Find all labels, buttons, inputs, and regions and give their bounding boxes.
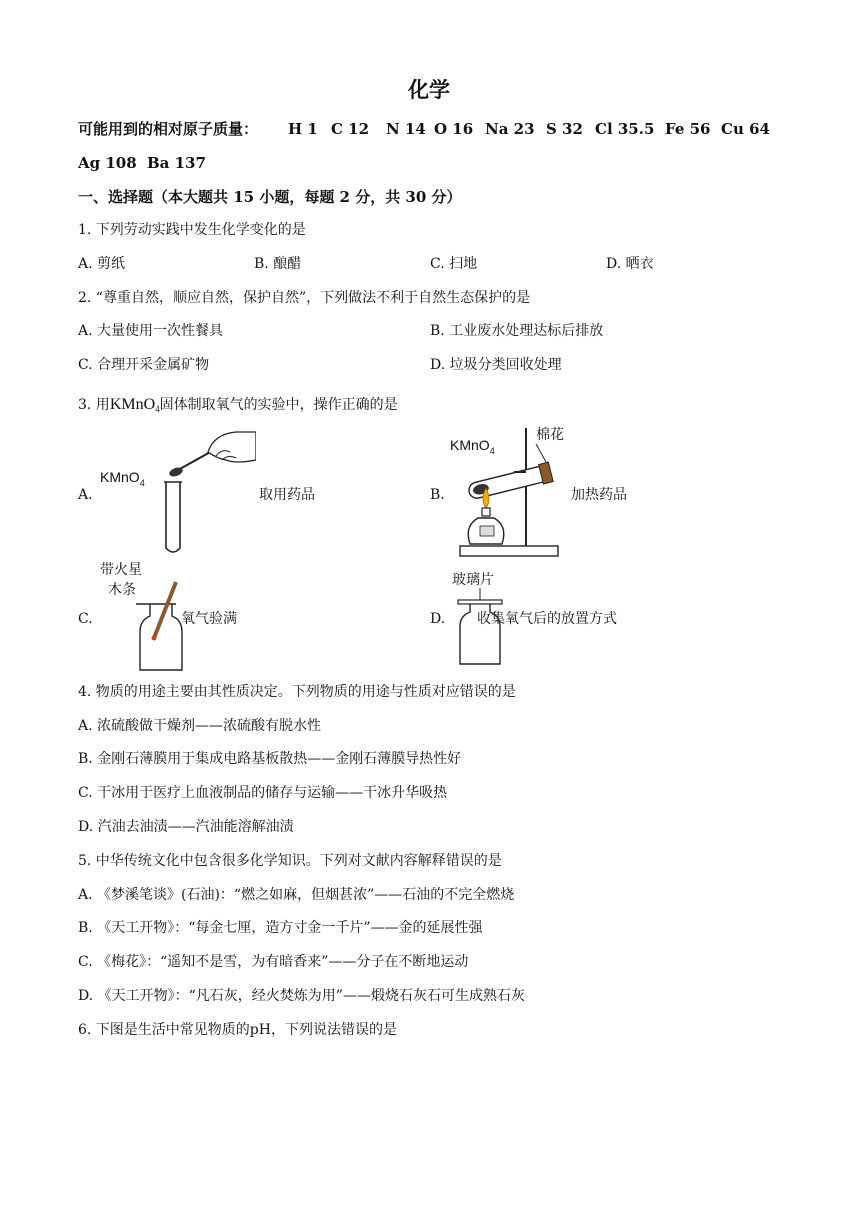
q4-option-d: D. 汽油去油渍——汽油能溶解油渍 — [78, 819, 294, 835]
q3-option-c: C. — [78, 611, 93, 627]
figure-c-label-1: 带火星 — [100, 561, 142, 577]
q5-stem: 5. 中华传统文化中包含很多化学知识。下列对文献内容解释错误的是 — [78, 853, 502, 869]
section-heading: 一、选择题（本大题共 15 小题，每题 2 分，共 30 分） — [78, 188, 462, 206]
q3-option-a: A. — [78, 487, 93, 503]
q3-stem-pre: 3. 用 — [78, 397, 110, 413]
q5-option-c: C. 《梅花》：“遥知不是雪，为有暗香来”——分子在不断地运动 — [78, 954, 469, 970]
q2-option-c: C. 合理开采金属矿物 — [78, 357, 210, 373]
q4-stem: 4. 物质的用途主要由其性质决定。下列物质的用途与性质对应错误的是 — [78, 684, 516, 700]
q3-option-b: B. — [430, 487, 445, 503]
figure-c-label-2: 木条 — [108, 581, 136, 597]
atomic-mass-cl: Cl 35.5 — [595, 120, 655, 138]
q2-option-d: D. 垃圾分类回收处理 — [430, 357, 562, 373]
q1-option-a: A. 剪纸 — [78, 256, 126, 272]
q6-stem: 6. 下图是生活中常见物质的pH，下列说法错误的是 — [78, 1022, 397, 1038]
q4-option-a: A. 浓硫酸做干燥剂——浓硫酸有脱水性 — [78, 718, 322, 734]
atomic-mass-ba: Ba 137 — [147, 154, 206, 172]
q1-stem: 1. 下列劳动实践中发生化学变化的是 — [78, 222, 306, 238]
atomic-mass-label: 可能用到的相对原子质量： — [78, 120, 259, 138]
q3-formula — [110, 396, 160, 413]
q3-formula-main: KMnO — [109, 396, 156, 413]
q1-option-b: B. 酿醋 — [254, 256, 302, 272]
atomic-mass-c: C 12 — [331, 120, 370, 138]
figure-a-label: KMnO$_4$ — [100, 469, 145, 488]
q3-caption-a: 取用药品 — [259, 487, 315, 503]
atomic-mass-na: Na 23 — [485, 120, 535, 138]
figure-b-cotton-label: 棉花 — [536, 426, 564, 442]
page-title: 化学 — [408, 77, 450, 102]
atomic-mass-cu: Cu 64 — [721, 120, 770, 138]
q4-option-b: B. 金刚石薄膜用于集成电路基板散热——金刚石薄膜导热性好 — [78, 751, 462, 767]
q3-stem — [78, 396, 398, 418]
figure-c-oxygen-check — [96, 558, 196, 674]
q3-caption-b: 加热药品 — [571, 487, 627, 503]
atomic-mass-s: S 32 — [546, 120, 583, 138]
atomic-mass-o: O 16 — [434, 120, 474, 138]
q3-caption-d: 收集氧气后的放置方式 — [477, 611, 617, 627]
q1-option-d: D. 晒衣 — [606, 256, 654, 272]
q2-option-b: B. 工业废水处理达标后排放 — [430, 323, 604, 339]
q5-option-b: B. 《天工开物》：“每金七厘，造方寸金一千片”——金的延展性强 — [78, 920, 483, 936]
atomic-mass-line — [78, 120, 258, 138]
atomic-mass-n: N 14 — [386, 120, 426, 138]
q2-option-a: A. 大量使用一次性餐具 — [78, 323, 224, 339]
atomic-mass-fe: Fe 56 — [665, 120, 711, 138]
q5-option-a: A. 《梦溪笔谈》(石油)：“燃之如麻，但烟甚浓”——石油的不完全燃烧 — [78, 887, 515, 903]
q3-formula-sub: 4 — [155, 404, 160, 414]
atomic-mass-h: H 1 — [288, 120, 318, 138]
q4-option-c: C. 干冰用于医疗上血液制品的储存与运输——干冰升华吸热 — [78, 785, 448, 801]
q5-option-d: D. 《天工开物》：“凡石灰，经火焚炼为用”——煅烧石灰石可生成熟石灰 — [78, 988, 525, 1004]
figure-a-taking-reagent — [96, 430, 256, 558]
q3-caption-c: 氧气验满 — [181, 611, 237, 627]
figure-d-label: 玻璃片 — [452, 571, 494, 587]
atomic-mass-ag: Ag 108 — [78, 154, 137, 172]
figure-b-label: KMnO$_4$ — [450, 437, 495, 456]
q1-option-c: C. 扫地 — [430, 256, 478, 272]
q2-stem: 2. “尊重自然，顺应自然，保护自然”，下列做法不利于自然生态保护的是 — [78, 290, 531, 306]
figure-d-bottle — [450, 566, 510, 670]
q3-option-d: D. — [430, 611, 446, 627]
q3-stem-post: 固体制取氧气的实验中，操作正确的是 — [159, 397, 398, 413]
figure-b-heating-reagent — [450, 422, 570, 562]
